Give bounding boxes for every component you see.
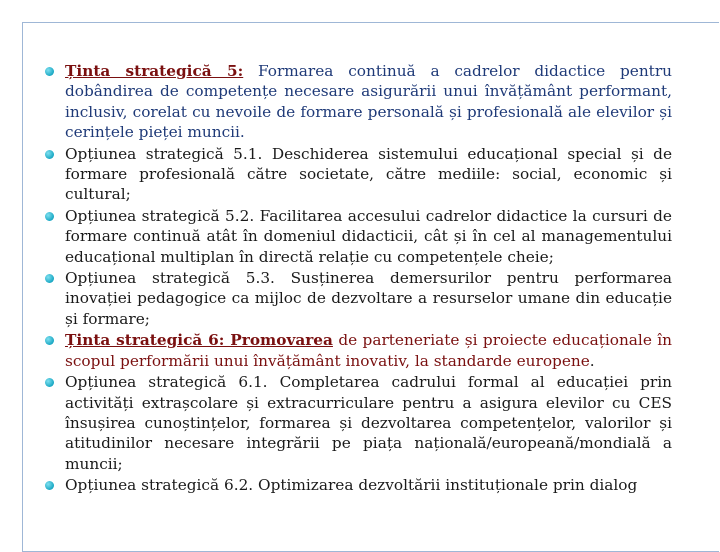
bullet-list: [45, 61, 672, 497]
bullet-icon: [45, 212, 54, 221]
bullet-icon: [45, 336, 54, 345]
bullet-icon: [45, 378, 54, 387]
item-text: Opțiunea strategică 5.1. Deschiderea sistemului educațional special și de formare profesională către societate, către mediile: social, economic și cultural;: [65, 144, 672, 204]
item-text: Opțiunea strategică 6.2. Optimizarea dezvoltării instituționale prin dialog: [65, 476, 638, 495]
bullet-icon: [45, 150, 54, 159]
item-text: Opțiunea strategică 6.1. Completarea cadrului formal al educației prin activități extrașcolare și extracurriculare pentru a asigura elevilor cu CES însușirea cunoștințelor, formarea și dezvoltarea competențelor, valorilor și atitudinilor necesare integrării pe piața națională/europeană/mondială a muncii;: [65, 373, 672, 473]
bullet-icon: [45, 274, 54, 283]
list-item: [45, 268, 672, 329]
item-text: de parteneriate și proiecte educaționale în scopul performării unui învățământ inovativ, la standarde europene: [65, 331, 672, 370]
target-heading: Ținta strategică 6: Promovarea: [65, 331, 333, 350]
list-item: [45, 144, 672, 205]
list-item: [45, 61, 672, 143]
item-text-end: .: [589, 351, 595, 370]
list-item: [45, 206, 672, 267]
item-text: Formarea continuă a cadrelor didactice pentru dobândirea de competențe necesare asigurării unui învățământ performant, inclusiv, corelat cu nevoile de formare personală și profesională ale elevilor și cerințele pieței muncii.: [65, 62, 672, 142]
list-item: [45, 372, 672, 474]
bullet-icon: [45, 481, 54, 490]
item-text: Opțiunea strategică 5.2. Facilitarea accesului cadrelor didactice la cursuri de formare continuă atât în domeniul didacticii, cât și în cel al managementului educațional multiplan în directă relație cu competențele cheie;: [65, 206, 672, 266]
list-item: [45, 330, 672, 371]
bullet-icon: [45, 67, 54, 76]
list-item: [45, 475, 672, 495]
target-heading: Ținta strategică 5:: [65, 62, 244, 80]
item-text: Opțiunea strategică 5.3. Susținerea demersurilor pentru performarea inovației pedagogice ca mijloc de dezvoltare a resurselor umane din educație și formare;: [65, 269, 672, 328]
